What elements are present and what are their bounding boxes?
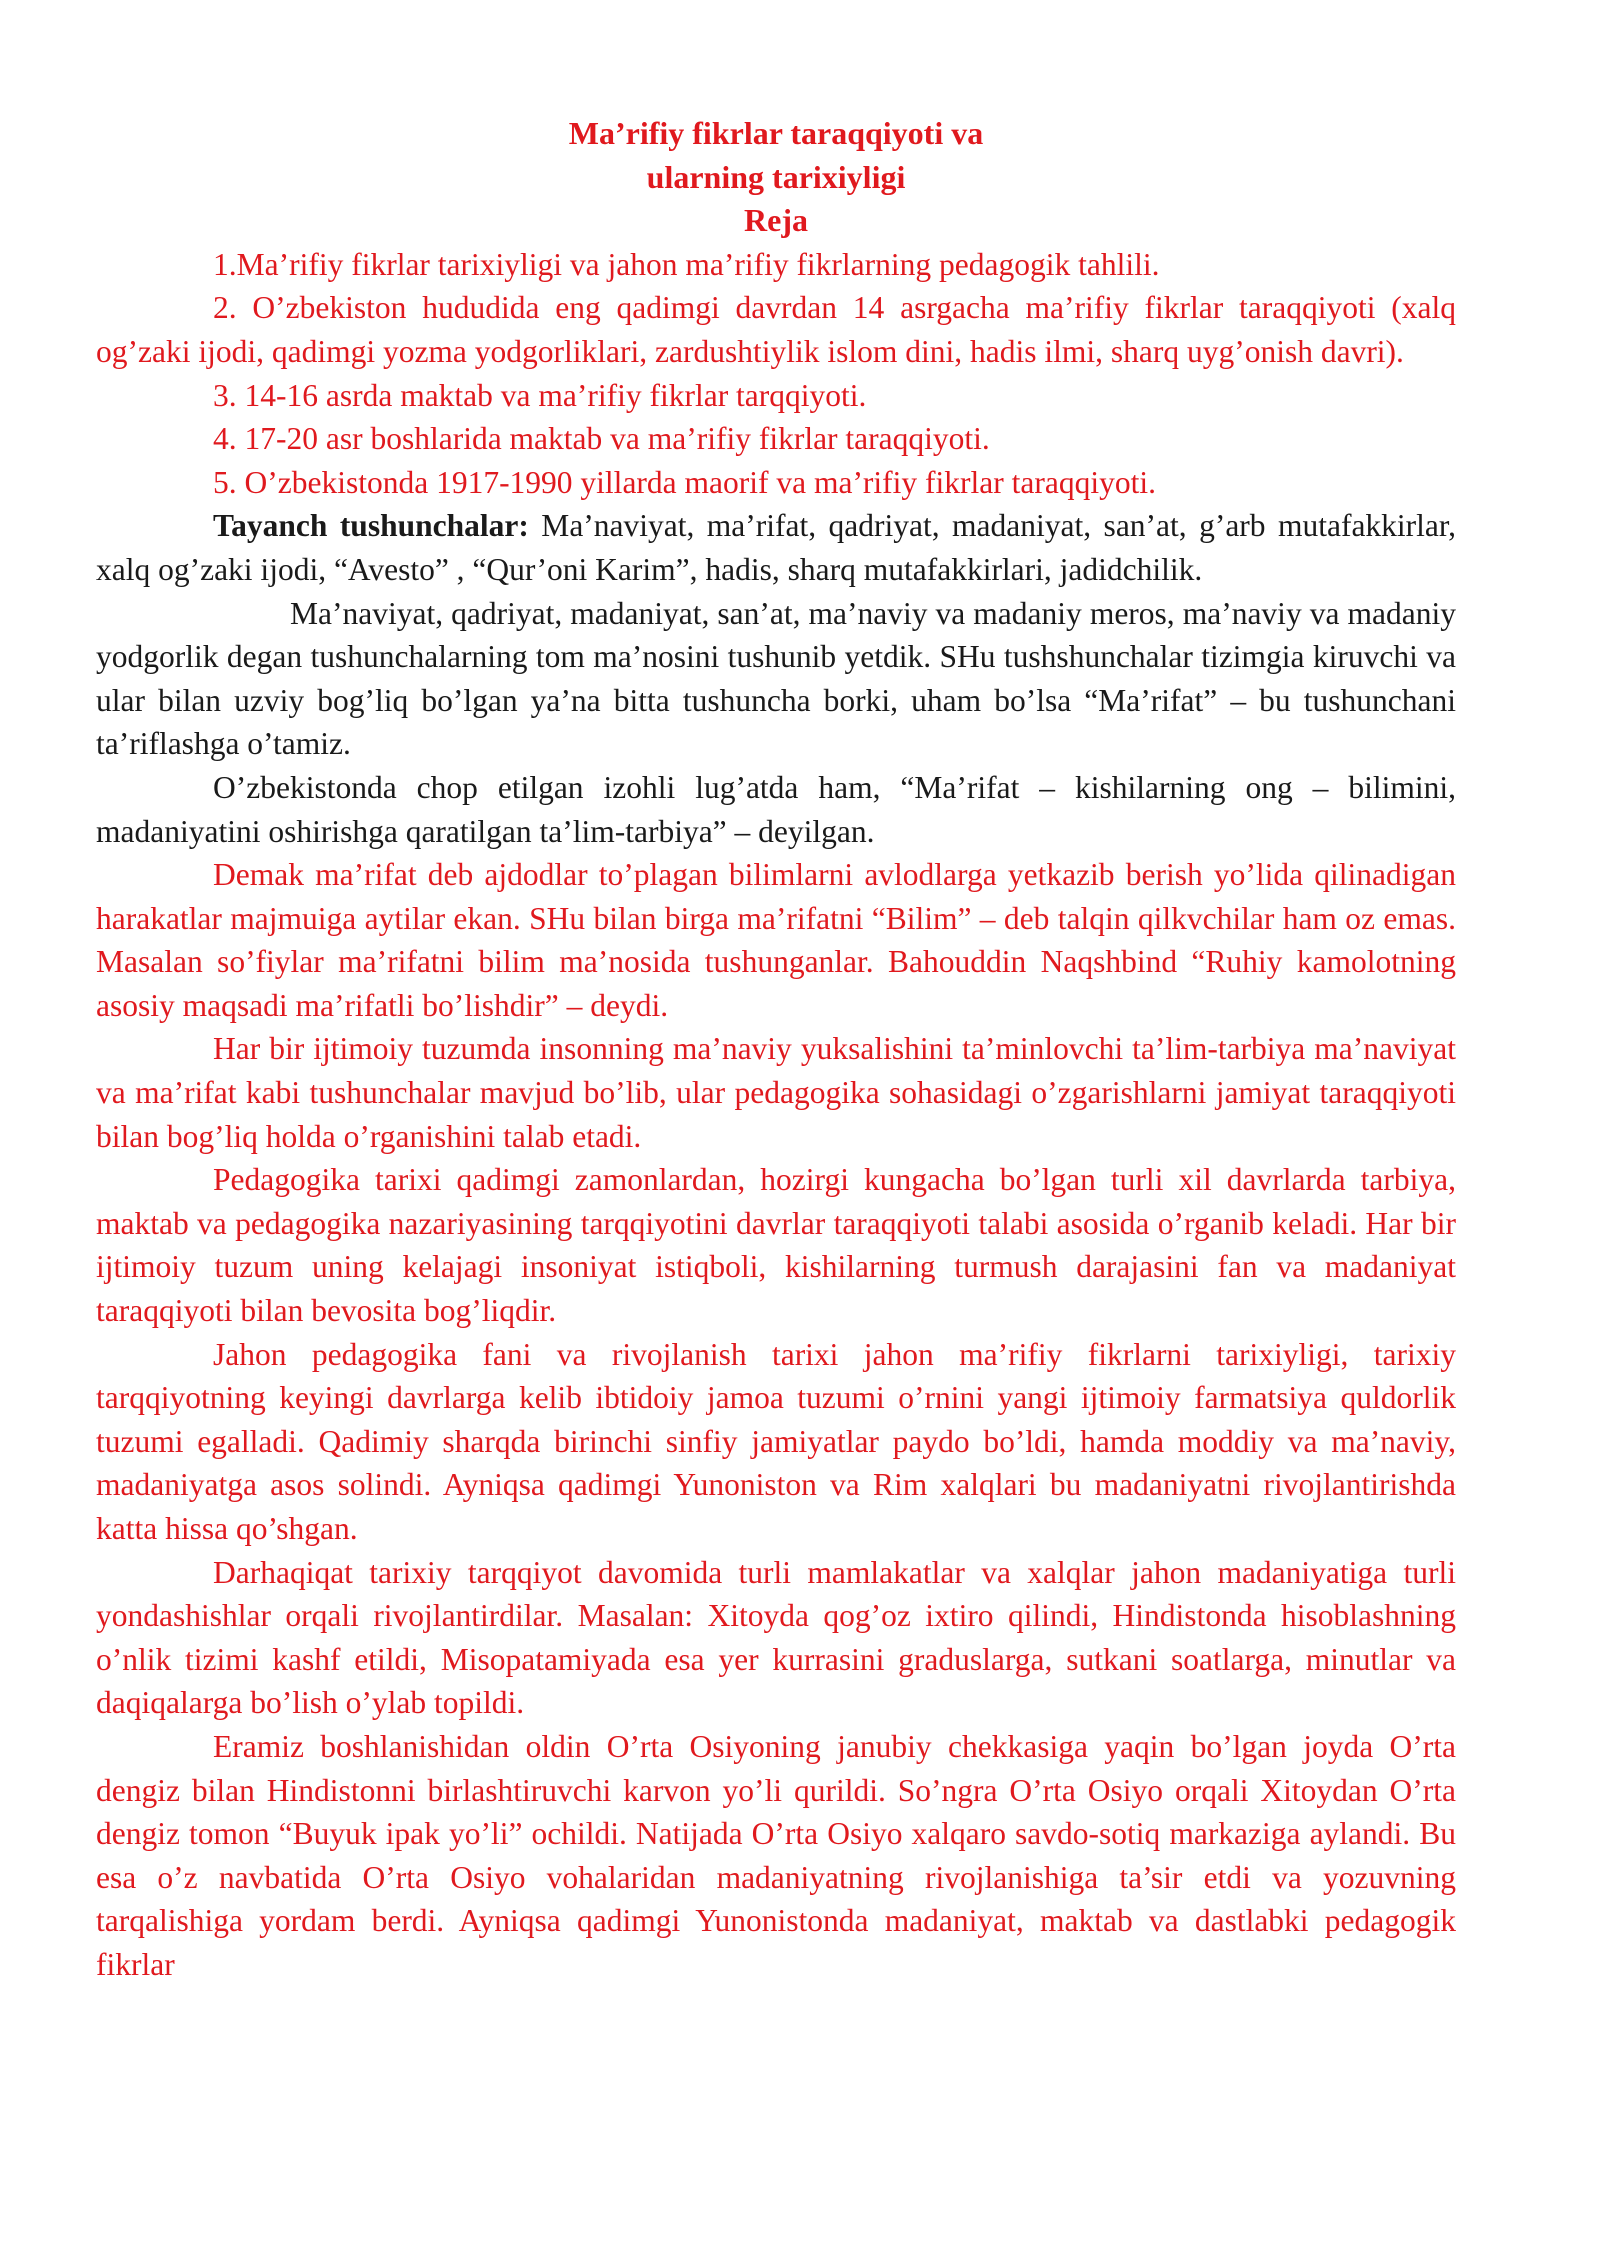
plan-heading: Reja [744, 202, 808, 239]
body-paragraph-5: Pedagogika tarixi qadimgi zamonlardan, hozirgi kungacha bo’lgan turli xil davrlarda tarbiya, maktab va pedagogika nazariyasining tarqqiyotini davrlar taraqqiyoti talabi asosida o’rganib keladi. Har bir ijtimoiy tuzum uning kelajagi insoniyat istiqboli, kishilarning turmush darajasini fan va madaniyat taraqqiyoti bilan bevosita bog’liqdir. [96, 1162, 1456, 1329]
document-title-line-2: ularning tarixiyligi [646, 158, 906, 195]
body-paragraph-3: Demak ma’rifat deb ajdodlar to’plagan bilimlarni avlodlarga yetkazib berish yo’lida qilinadigan harakatlar majmuiga aytilar ekan. SHu bilan birga ma’rifatni “Bilim” – deb talqin qilkvchilar ham oz emas. Masalan so’fiylar ma’rifatni bilim ma’nosida tushunganlar. Bahouddin Naqshbind “Ruhiy kamolotning asosiy maqsadi ma’rifatli bo’lishdir” – deydi. [96, 857, 1456, 1023]
body-paragraph-6: Jahon pedagogika fani va rivojlanish tarixi jahon ma’rifiy fikrlarni tarixiyligi, tarixiy tarqqiyotning keyingi davrlarga kelib ibtidoiy jamoa tuzumi o’rnini yangi ijtimoiy farmatsiya quldorlik tuzumi egalladi. Qadimiy sharqda birinchi sinfiy jamiyatlar paydo bo’ldi, hamda moddiy va ma’naviy, madaniyatga asos solindi. Ayniqsa qadimgi Yunoniston va Rim xalqlari bu madaniyatni rivojlantirishda katta hissa qo’shgan. [96, 1336, 1456, 1546]
document-title-line-1: Ma’rifiy fikrlar taraqqiyoti va [568, 115, 984, 151]
key-concepts-text: Ma’naviyat, ma’rifat, qadriyat, madaniyat, san’at, g’arb mutafakkirlar, xalq og’zaki ijodi, “Avesto” , “Qur’oni Karim”, hadis, sharq mutafakkirlari, jadidchilik. [96, 508, 1457, 587]
key-concepts-paragraph [96, 504, 1456, 591]
plan-item-4: 4. 17-20 asr boshlarida maktab va ma’rifiy fikrlar taraqqiyoti. [213, 421, 990, 457]
body-paragraph-1: Ma’naviyat, qadriyat, madaniyat, san’at, ma’naviy va madaniy meros, ma’naviy va madaniy yodgorlik degan tushunchalarning tom ma’nosini tushunib yetdik. SHu tushshunchalar tizimgia kiruvchi va ular bilan uzviy bog’liq bo’lgan ya’na bitta tushuncha borki, uham bo’lsa “Ma’rifat” – bu tushunchani ta’riflashga o’tamiz. [96, 595, 1456, 762]
body-paragraph-2: O’zbekistonda chop etilgan izohli lug’atda ham, “Ma’rifat – kishilarning ong – bilimini, madaniyatini oshirishga qaratilgan ta’lim-tarbiya” – deyilgan. [96, 769, 1456, 849]
key-concepts-label: Tayanch tushunchalar: [213, 508, 529, 544]
body-paragraph-4: Har bir ijtimoiy tuzumda insonning ma’naviy yuksalishini ta’minlovchi ta’lim-tarbiya ma’naviyat va ma’rifat kabi tushunchalar mavjud bo’lib, ular pedagogika sohasidagi o’zgarishlarni jamiyat taraqqiyoti bilan bog’liq holda o’rganishini talab etadi. [96, 1031, 1456, 1154]
plan-item-3: 3. 14-16 asrda maktab va ma’rifiy fikrlar tarqqiyoti. [213, 377, 867, 413]
plan-item-5: 5. O’zbekistonda 1917-1990 yillarda maorif va ma’rifiy fikrlar taraqqiyoti. [213, 464, 1156, 500]
plan-item-2: 2. O’zbekiston hududida eng qadimgi davrdan 14 asrgacha ma’rifiy fikrlar taraqqiyoti (xalq og’zaki ijodi, qadimgi yozma yodgorliklari, zardushtiylik islom dini, hadis ilmi, sharq uyg’onish davri). [96, 290, 1456, 369]
plan-item-1: 1.Ma’rifiy fikrlar tarixiyligi va jahon ma’rifiy fikrlarning pedagogik tahlili. [213, 246, 1160, 282]
body-paragraph-8: Eramiz boshlanishidan oldin O’rta Osiyoning janubiy chekkasiga yaqin bo’lgan joyda O’rta dengiz bilan Hindistonni birlashtiruvchi karvon yo’li qurildi. So’ngra O’rta Osiyo orqali Xitoydan O’rta dengiz tomon “Buyuk ipak yo’li” ochildi. Natijada O’rta Osiyo xalqaro savdo-sotiq markaziga aylandi. Bu esa o’z navbatida O’rta Osiyo vohalaridan madaniyatning rivojlanishiga ta’sir etdi va yozuvning tarqalishiga yordam berdi. Ayniqsa qadimgi Yunonistonda madaniyat, maktab va dastlabki pedagogik fikrlar [96, 1728, 1456, 1982]
document-page [96, 112, 1456, 1987]
body-paragraph-7: Darhaqiqat tarixiy tarqqiyot davomida turli mamlakatlar va xalqlar jahon madaniyatiga turli yondashishlar orqali rivojlantirdilar. Masalan: Xitoyda qog’oz ixtiro qilindi, Hindistonda hisoblashning o’nlik tizimi kashf etildi, Misopatamiyada esa yer kurrasini graduslarga, sutkani soatlarga, minutlar va daqiqalarga bo’lish o’ylab topildi. [96, 1554, 1456, 1721]
